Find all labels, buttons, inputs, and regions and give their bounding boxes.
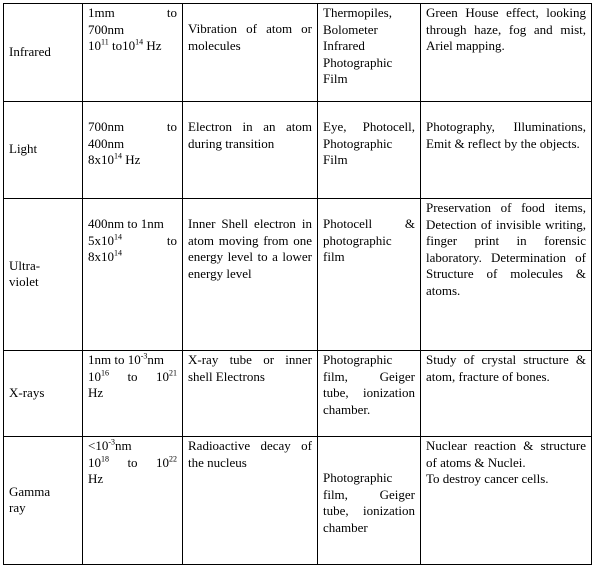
- frequency-text: $10^{16}$ to $10^{21}$: [88, 368, 177, 384]
- range-text: 400nm: [88, 135, 125, 151]
- wave-name: violet: [9, 274, 39, 289]
- detector-cell: [318, 102, 421, 199]
- source-cell: [183, 199, 318, 351]
- range-text: 400nm to 1nm: [88, 216, 164, 231]
- source-text: Radioactive decay of the nucleus: [188, 438, 312, 470]
- wave-name-cell: [4, 4, 83, 102]
- uses-text: Photography, Illuminations, Emit & reflect by the objects.: [426, 119, 586, 151]
- uses-text: Preservation of food items, Detection of invisible writing, finger print in forensic laboratory. Determination of Structure of molecules & atoms.: [426, 200, 586, 298]
- table-row: [4, 102, 592, 199]
- range-text: 700nm: [88, 21, 125, 37]
- em-spectrum-table: [3, 3, 592, 565]
- detector-cell: [318, 437, 421, 565]
- wave-name: X-rays: [9, 384, 45, 400]
- range-cell: [83, 351, 183, 437]
- wave-name-cell: [4, 199, 83, 351]
- frequency-text: $5x10^{14}$ to: [88, 232, 177, 248]
- wave-name-cell: [4, 102, 83, 199]
- frequency-text: $8x10^{14}$: [88, 248, 122, 264]
- range-cell: [83, 437, 183, 565]
- wave-name-cell: [4, 351, 83, 437]
- source-text: Inner Shell electron in atom moving from one energy level to a lower energy level: [188, 216, 312, 281]
- table-row: [4, 437, 592, 565]
- wave-name-cell: [4, 437, 83, 565]
- source-cell: [183, 351, 318, 437]
- frequency-unit: Hz: [88, 471, 104, 486]
- source-cell: [183, 437, 318, 565]
- frequency-unit: Hz: [88, 385, 104, 400]
- wave-name: ray: [9, 500, 26, 515]
- uses-cell: [421, 4, 592, 102]
- frequency-text: $8x10^{14}$ Hz: [88, 151, 141, 167]
- detector-cell: [318, 4, 421, 102]
- uses-cell: [421, 437, 592, 565]
- uses-text: Nuclear reaction & structure of atoms & Nuclei.: [426, 438, 586, 470]
- range-text: 1nm to $10^{-3}nm$: [88, 351, 165, 367]
- uses-cell: [421, 199, 592, 351]
- table-row: [4, 351, 592, 437]
- detector-text: Eye, Photocell, Photographic Film: [323, 119, 415, 167]
- wave-name: Ultra-: [9, 257, 41, 273]
- table-row: [4, 199, 592, 351]
- uses-text: To destroy cancer cells.: [426, 471, 549, 486]
- source-text: X-ray tube or inner shell Electrons: [188, 352, 312, 384]
- frequency-text: $10^{11}$ $to10^{14}$ Hz: [88, 37, 162, 53]
- source-cell: [183, 4, 318, 102]
- range-cell: [83, 199, 183, 351]
- table-row: [4, 4, 592, 102]
- range-text: 1mm to: [88, 5, 177, 20]
- range-text: $<10^{-3}nm$: [88, 437, 132, 453]
- detector-text: Photocell & photographic film: [323, 216, 415, 264]
- source-cell: [183, 102, 318, 199]
- uses-cell: [421, 102, 592, 199]
- detector-text: Thermopiles, Bolometer Infrared Photographic Film: [323, 5, 393, 86]
- wave-name: Gamma: [9, 483, 51, 499]
- detector-text: Photographic film, Geiger tube, ionization chamber: [323, 470, 415, 535]
- uses-cell: [421, 351, 592, 437]
- range-cell: [83, 4, 183, 102]
- source-text: Electron in an atom during transition: [188, 119, 312, 151]
- uses-text: Green House effect, looking through haze, fog and mist, Ariel mapping.: [426, 5, 586, 53]
- wave-name: Light: [9, 141, 38, 157]
- source-text: Vibration of atom or molecules: [188, 21, 312, 53]
- frequency-text: $10^{18}$ to $10^{22}$: [88, 454, 177, 470]
- range-text: 700nm to: [88, 119, 177, 134]
- detector-cell: [318, 351, 421, 437]
- wave-name: Infrared: [9, 43, 51, 59]
- uses-text: Study of crystal structure & atom, fracture of bones.: [426, 352, 586, 384]
- range-cell: [83, 102, 183, 199]
- detector-text: Photographic film, Geiger tube, ionization chamber.: [323, 352, 415, 417]
- detector-cell: [318, 199, 421, 351]
